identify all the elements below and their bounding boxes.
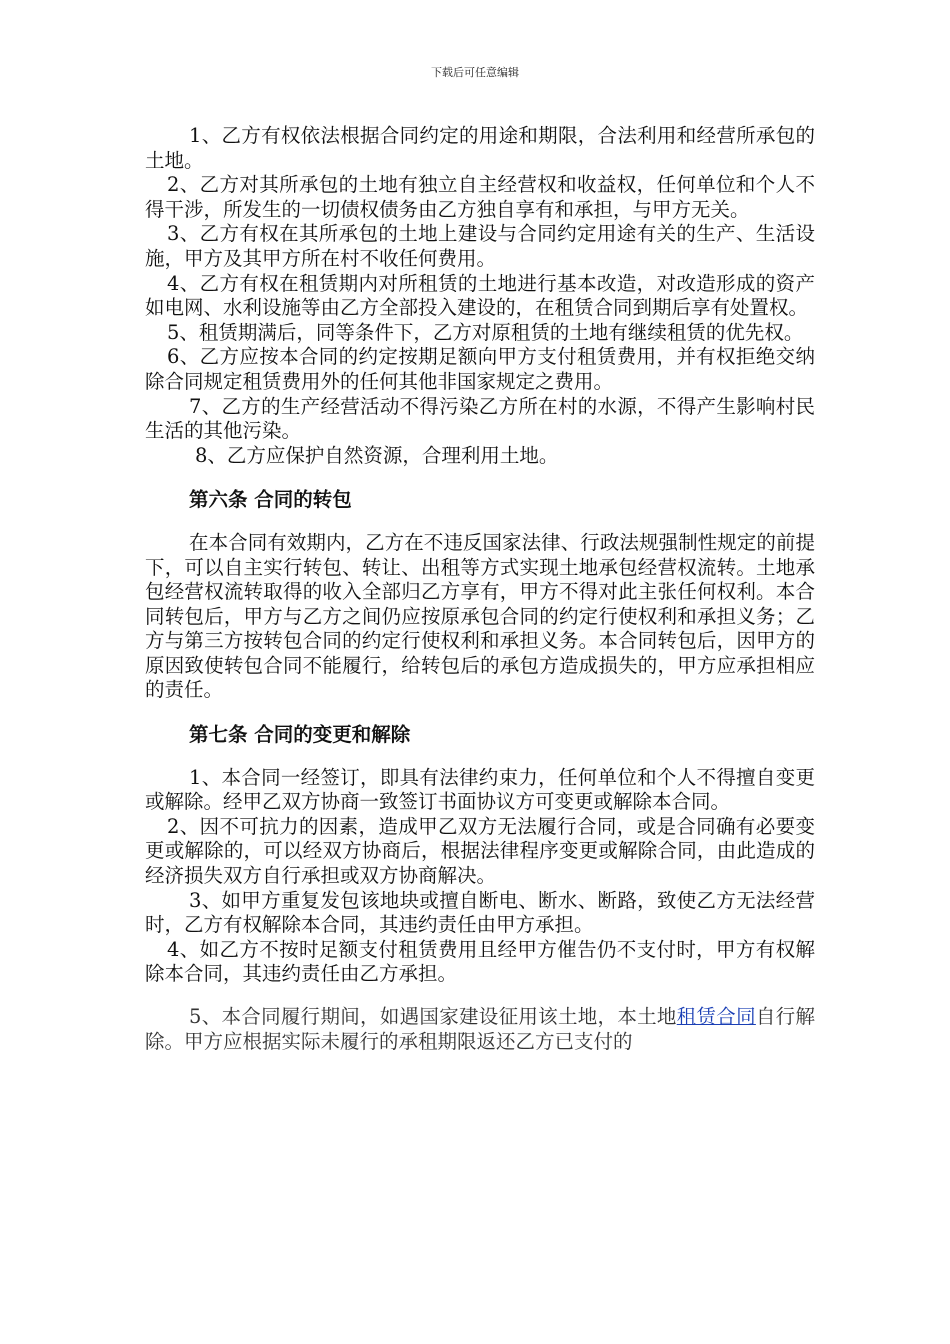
document-body: [145, 124, 815, 1054]
clause-5-item-3: 3、乙方有权在其所承包的土地上建设与合同约定用途有关的生产、生活设施，甲方及其甲方所在村不收任何费用。: [145, 222, 815, 270]
lease-contract-link[interactable]: 租赁合同: [676, 1005, 756, 1028]
clause-5-item-7: 7、乙方的生产经营活动不得污染乙方所在村的水源，不得产生影响村民生活的其他污染。: [145, 394, 815, 443]
clause-5-item-4: 4、乙方有权在租赁期内对所租赁的土地进行基本改造，对改造形成的资产如电网、水利设施等由乙方全部投入建设的，在租赁合同到期后享有处置权。: [145, 271, 815, 320]
article-6-body: 在本合同有效期内，乙方在不违反国家法律、行政法规强制性规定的前提下，可以自主实行转包、转让、出租等方式实现土地承包经营权流转。土地承包经营权流转取得的收入全部归乙方享有，甲方不得对此主张任何权利。本合同转包后，甲方与乙方之间仍应按原承包合同的约定行使权利和承担义务；乙方与第三方按转包合同的约定行使权利和承担义务。本合同转包后，因甲方的原因致使转包合同不能履行，给转包后的承包方造成损失的，甲方应承担相应的责任。: [145, 530, 815, 702]
spacer: [145, 987, 815, 1005]
article-7-item-5: [145, 1005, 815, 1054]
article-7-item-2: 2、因不可抗力的因素，造成甲乙双方无法履行合同，或是合同确有必要变更或解除的，可以经双方协商后，根据法律程序变更或解除合同，由此造成的经济损失双方自行承担或双方协商解决。: [145, 814, 815, 888]
article-7-item-3: 3、如甲方重复发包该地块或擅自断电、断水、断路，致使乙方无法经营时，乙方有权解除本合同，其违约责任由甲方承担。: [145, 888, 815, 937]
article-7-title: 第七条 合同的变更和解除: [189, 723, 411, 747]
clause-5-item-8: 8、乙方应保护自然资源，合理利用土地。: [195, 443, 559, 467]
clause-5-item-6: 6、乙方应按本合同的约定按期足额向甲方支付租赁费用，并有权拒绝交纳除合同规定租赁费用外的任何其他非国家规定之费用。: [145, 345, 815, 393]
item-5-text-before: 5、本合同履行期间，如遇国家建设征用该土地，本土地: [189, 1005, 677, 1028]
page-header: 下载后可任意编辑: [431, 66, 519, 79]
item-5-text-after: 自行解除。甲方应根据实际未履行的承租期限返还乙方已支付的: [145, 1005, 815, 1053]
clause-5-item-5: 5、租赁期满后，同等条件下，乙方对原租赁的土地有继续租赁的优先权。: [167, 320, 804, 344]
clause-5-item-1: 1、乙方有权依法根据合同约定的用途和期限，合法利用和经营所承包的土地。: [145, 124, 815, 172]
article-7-item-1: 1、本合同一经签订，即具有法律约束力，任何单位和个人不得擅自变更或解除。经甲乙双方协商一致签订书面协议方可变更或解除本合同。: [145, 765, 815, 814]
article-6-title: 第六条 合同的转包: [189, 488, 352, 512]
article-7-item-4: 4、如乙方不按时足额支付租赁费用且经甲方催告仍不支付时，甲方有权解除本合同，其违约责任由乙方承担。: [145, 937, 815, 986]
clause-5-item-2: 2、乙方对其所承包的土地有独立自主经营权和收益权，任何单位和个人不得干涉，所发生的一切债权债务由乙方独自享有和承担，与甲方无关。: [145, 173, 815, 221]
